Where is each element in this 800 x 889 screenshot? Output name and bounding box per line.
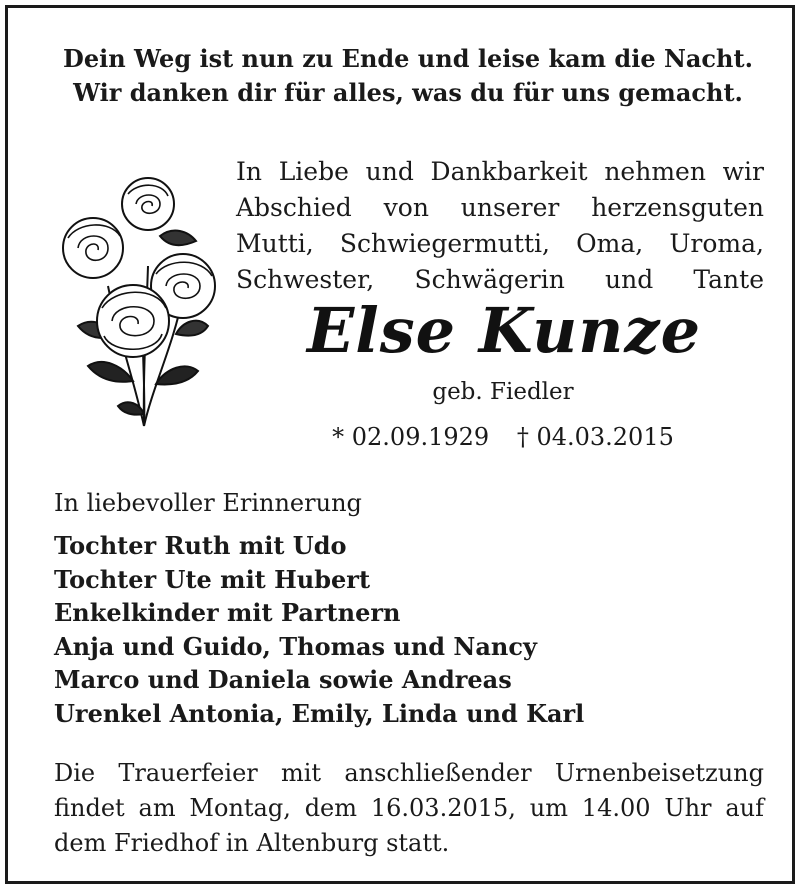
death-date: † 04.03.2015 <box>516 423 674 451</box>
family-line: Tochter Ute mit Hubert <box>54 564 371 594</box>
motto <box>48 42 768 110</box>
rose-bouquet-icon <box>48 176 228 438</box>
motto-line-2: Wir danken dir für alles, was du für uns gemacht. <box>73 78 743 107</box>
family-line: Tochter Ruth mit Udo <box>54 531 347 560</box>
funeral-line-2: findet am Montag, dem 16.03.2015, um 14.00 Uhr auf <box>54 794 764 822</box>
deceased-name: Else Kunze <box>306 294 702 367</box>
family-line: Marco und Daniela sowie Andreas <box>54 665 512 694</box>
life-dates <box>318 421 688 453</box>
birth-date: * 02.09.1929 <box>332 423 490 451</box>
obituary-frame <box>5 5 795 884</box>
funeral-line-3: dem Friedhof in Altenburg statt. <box>54 829 450 857</box>
intro-line-2: Abschied von unserer herzensguten <box>236 193 764 222</box>
family-list <box>54 529 584 730</box>
intro-line-1: In Liebe und Dankbarkeit nehmen wir <box>236 157 764 186</box>
family-line: Anja und Guido, Thomas und Nancy <box>54 631 537 661</box>
memory-heading: In liebevoller Erinnerung <box>54 489 362 517</box>
birth-name: geb. Fiedler <box>432 379 574 405</box>
funeral-line-1: Die Trauerfeier mit anschließender Urnenbeisetzung <box>54 759 764 787</box>
motto-line-1: Dein Weg ist nun zu Ende und leise kam die Nacht. <box>63 44 753 73</box>
intro-line-3: Mutti, Schwiegermutti, Oma, Uroma, <box>236 229 764 258</box>
intro-text <box>236 154 764 298</box>
funeral-notice <box>54 756 764 861</box>
family-line: Enkelkinder mit Partnern <box>54 598 401 627</box>
family-line: Urenkel Antonia, Emily, Linda und Karl <box>54 698 585 728</box>
intro-line-4: Schwester, Schwägerin und Tante <box>236 265 764 294</box>
